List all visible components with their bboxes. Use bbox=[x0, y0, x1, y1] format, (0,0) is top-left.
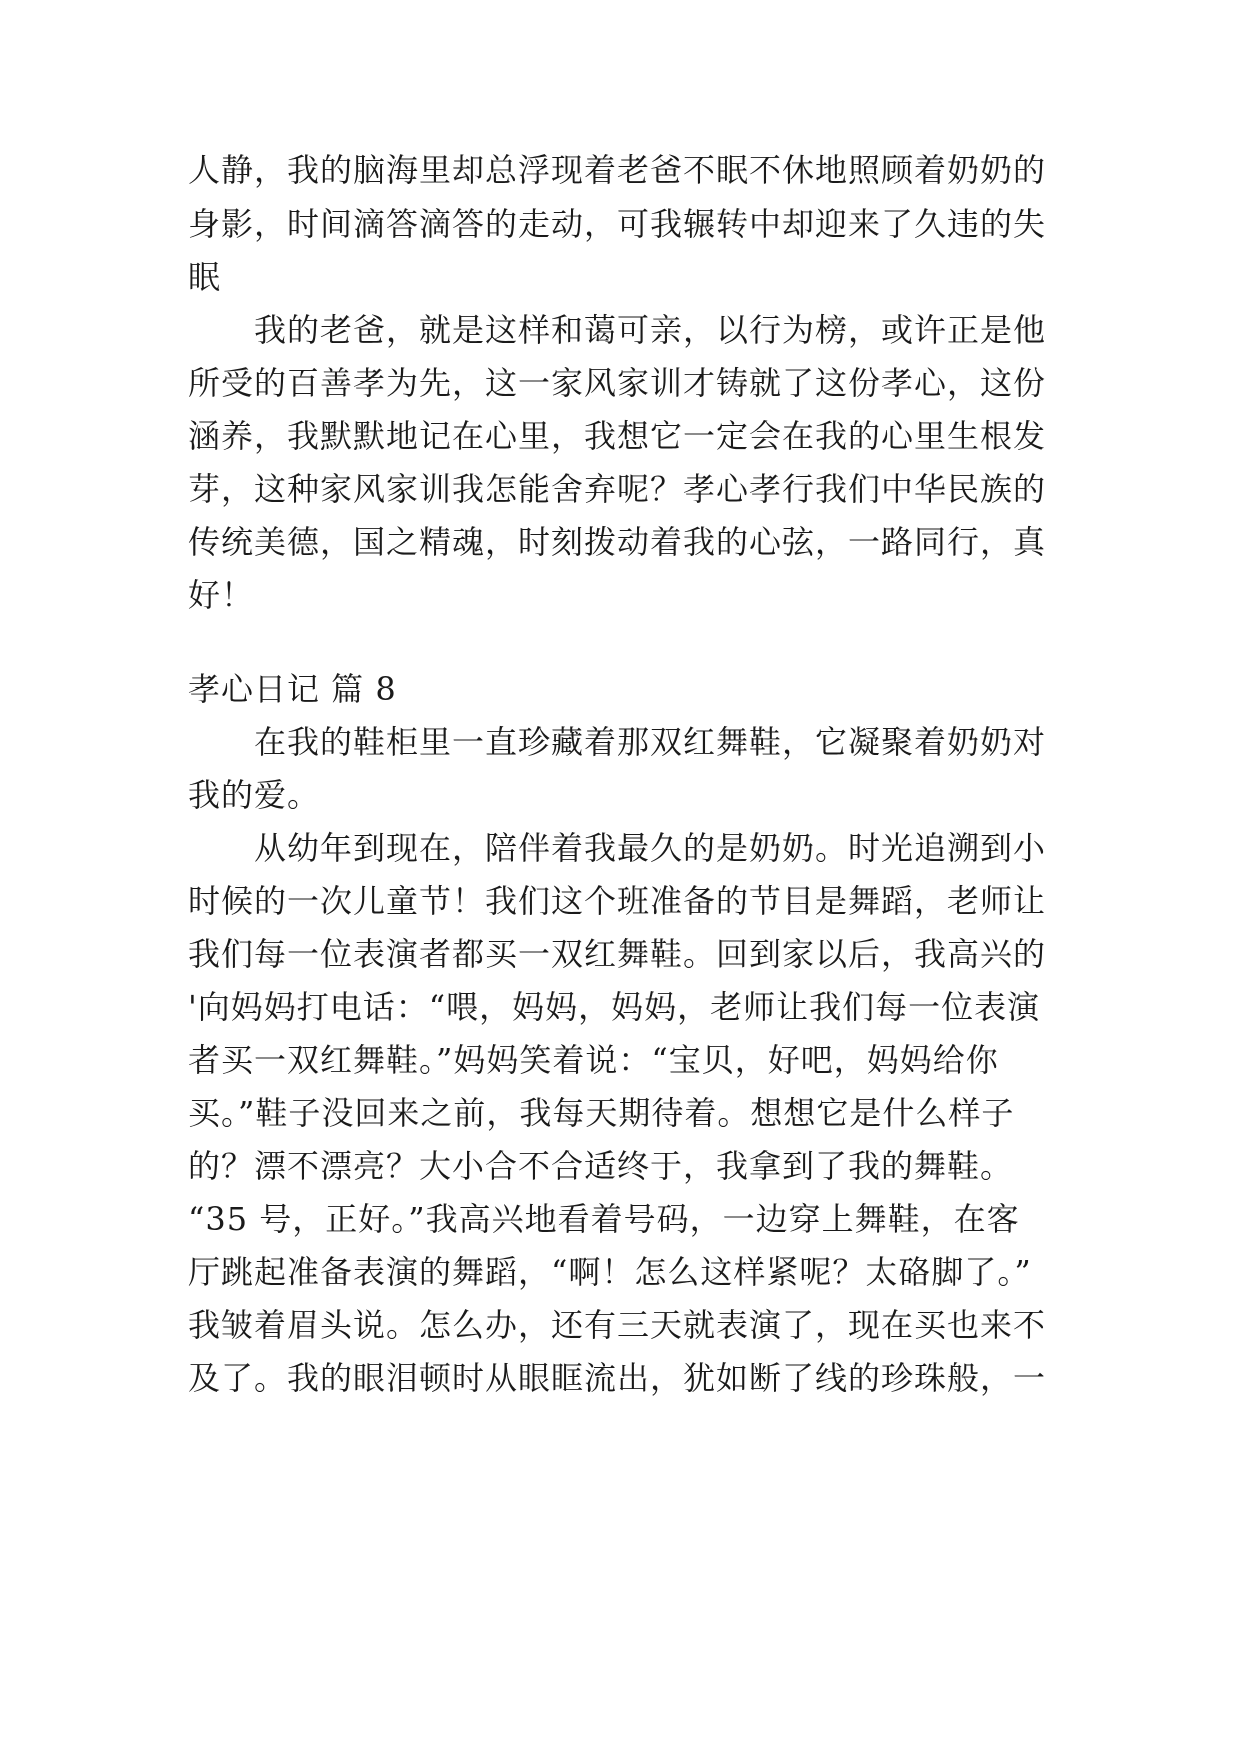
paragraph-line: 涵养，我默默地记在心里，我想它一定会在我的心里生根发 bbox=[188, 417, 1047, 455]
paragraph-line: 芽，这种家风家训我怎能舍弃呢？孝心孝行我们中华民族的 bbox=[188, 470, 1047, 508]
paragraph-line: '向妈妈打电话：“喂，妈妈，妈妈，老师让我们每一位表演 bbox=[188, 988, 1041, 1026]
paragraph-line: 我皱着眉头说。怎么办，还有三天就表演了，现在买也来不 bbox=[188, 1306, 1047, 1344]
paragraph-line: 者买一双红舞鞋。”妈妈笑着说：“宝贝，好吧，妈妈给你 bbox=[188, 1041, 999, 1079]
paragraph-line: 所受的百善孝为先，这一家风家训才铸就了这份孝心，这份 bbox=[188, 364, 1047, 402]
paragraph-line: 在我的鞋柜里一直珍藏着那双红舞鞋，它凝聚着奶奶对 bbox=[254, 723, 1047, 761]
paragraph-line: 好！ bbox=[188, 576, 255, 614]
paragraph-line: 传统美德，国之精魂，时刻拨动着我的心弦，一路同行，真 bbox=[188, 523, 1047, 561]
paragraph-line: 人静，我的脑海里却总浮现着老爸不眠不休地照顾着奶奶的 bbox=[188, 151, 1047, 189]
section-heading: 孝心日记 篇 8 bbox=[188, 670, 397, 708]
paragraph-line: “35 号，正好。”我高兴地看着号码，一边穿上舞鞋，在客 bbox=[188, 1200, 1020, 1238]
paragraph-line: 身影，时间滴答滴答的走动，可我辗转中却迎来了久违的失 bbox=[188, 205, 1047, 243]
paragraph-line: 厅跳起准备表演的舞蹈，“啊！怎么这样紧呢？太硌脚了。” bbox=[188, 1253, 1032, 1291]
paragraph-line: 时候的一次儿童节！我们这个班准备的节目是舞蹈，老师让 bbox=[188, 882, 1047, 920]
paragraph-line: 的？漂不漂亮？大小合不合适终于，我拿到了我的舞鞋。 bbox=[188, 1147, 1014, 1185]
paragraph-line: 买。”鞋子没回来之前，我每天期待着。想想它是什么样子 bbox=[188, 1094, 1015, 1132]
paragraph-line: 及了。我的眼泪顿时从眼眶流出，犹如断了线的珍珠般，一 bbox=[188, 1359, 1047, 1397]
paragraph-line: 眠 bbox=[188, 258, 222, 296]
paragraph-line: 从幼年到现在，陪伴着我最久的是奶奶。时光追溯到小 bbox=[254, 829, 1047, 867]
paragraph-line: 我的爱。 bbox=[188, 776, 321, 814]
paragraph-line: 我的老爸，就是这样和蔼可亲，以行为榜，或许正是他 bbox=[254, 311, 1047, 349]
paragraph-line: 我们每一位表演者都买一双红舞鞋。回到家以后，我高兴的 bbox=[188, 935, 1047, 973]
